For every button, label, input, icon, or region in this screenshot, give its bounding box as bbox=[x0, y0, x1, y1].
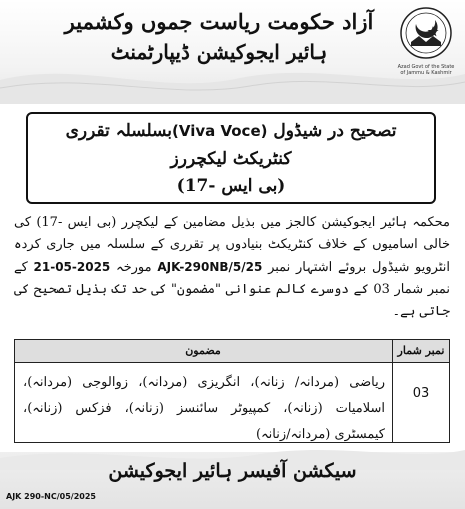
body-part1: محکمہ ہائیر ایجوکیشن کالجز میں بذیل مضامین کے لیکچرر (بی ایس -17) کی خالی اسامیوں کے خلاف کنٹریکٹ بنیادوں پر تقرری کے سلسلہ میں جاری کردہ انٹرویو شیڈول بروئے اشتہار نمبر bbox=[14, 215, 450, 275]
seal-caption: Azad Govt of the State of Jammu & Kashmir bbox=[397, 64, 455, 76]
advertisement-reference: AJK-290NB/5/25 bbox=[157, 260, 263, 274]
title-viva-voce: (Viva Voce) bbox=[172, 122, 268, 140]
notice-body bbox=[14, 212, 450, 323]
department-title: ہائیر ایجوکیشن ڈیپارٹمنٹ bbox=[110, 40, 328, 64]
body-part2: مورخہ bbox=[115, 260, 152, 275]
government-seal-icon bbox=[399, 6, 453, 64]
advertisement-date: 21-05-2025 bbox=[33, 260, 111, 274]
row-subjects: ریاضی (مردانہ/ زنانہ)، انگریزی (مردانہ)، زوالوجی (مردانہ)، اسلامیات (زنانہ)، کمپیوٹر سائنسز (زنانہ)، فزکس (زنانہ)، کیمسٹری (مردانہ/زنانہ) bbox=[23, 375, 385, 442]
notice-title-box bbox=[26, 112, 436, 204]
signatory: سیکشن آفیسر ہائیر ایجوکیشن bbox=[108, 460, 357, 482]
header-subject: مضمون bbox=[185, 344, 221, 357]
notice-subtitle-grade: (بی ایس -17) bbox=[176, 176, 286, 196]
body-part3: کے نمبر شمار 03 کے دوسرے کالم عنوانی "مضمون" کی حد تک بذیل تصحیح کی جاتی ہے۔ bbox=[14, 260, 450, 319]
title-suffix: بسلسلہ تقرری bbox=[65, 121, 172, 141]
government-title: آزاد حکومت ریاست جموں وکشمیر bbox=[64, 9, 374, 34]
notice-subtitle-position: کنٹریکٹ لیکچررز bbox=[170, 149, 292, 169]
row-serial: 03 bbox=[412, 386, 430, 401]
correction-table bbox=[14, 339, 450, 443]
ad-code: AJK 290-NC/05/2025 bbox=[6, 492, 96, 501]
header-serial: نمبر شمار bbox=[397, 344, 445, 357]
title-prefix: تصحیح در شیڈول bbox=[273, 121, 397, 141]
notice-title bbox=[28, 120, 434, 142]
